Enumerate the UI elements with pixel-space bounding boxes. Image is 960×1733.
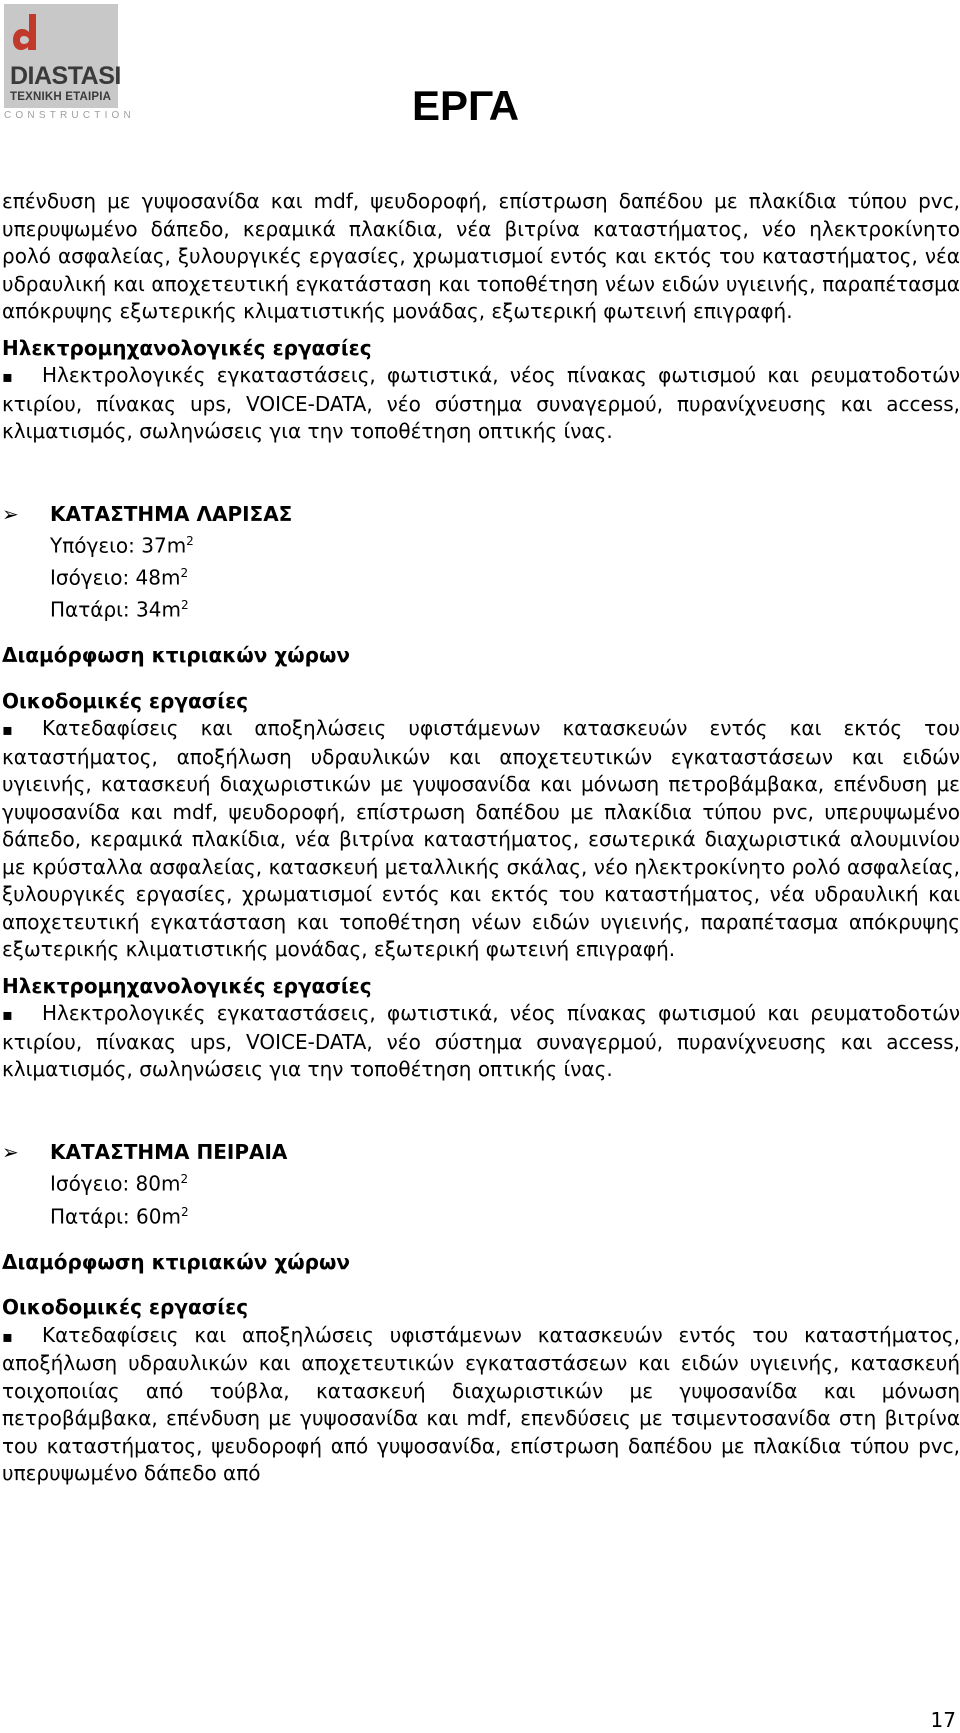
logo-subtitle: ΤΕΧΝΙΚΗ ΕΤΑΙΡΙΑ <box>10 91 112 103</box>
store-section-peiraia <box>2 1139 960 1488</box>
store-title <box>2 1139 960 1167</box>
store-section-larisa <box>2 501 960 1084</box>
section-heading: Διαμόρφωση κτιριακών χώρων <box>2 1249 350 1274</box>
electro-heading: Ηλεκτρομηχανολογικές εργασίες <box>2 973 372 998</box>
store-title <box>2 501 960 529</box>
bullet-icon <box>2 1323 42 1347</box>
bullet-icon <box>2 363 42 387</box>
section-heading: Διαμόρφωση κτιριακών χώρων <box>2 643 350 668</box>
building-heading: Οικοδομικές εργασίες <box>2 1295 249 1320</box>
electro-paragraph <box>2 362 960 446</box>
building-paragraph <box>2 1322 960 1488</box>
logo-tagline: CONSTRUCTION <box>4 110 135 121</box>
building-text: Κατεδαφίσεις και αποξηλώσεις υφιστάμενων κατασκευών εντός του καταστήματος, αποξήλωση υδραυλικών και αποχετευτικών εγκαταστάσεων και ειδών υγιεινής, κατασκευή τοιχοποιίας από τούβλα, κατασκευή διαχωριστικών με γυψοσανίδα και μόνωση πετροβάμβακα, επένδυση με γυψοσανίδα και mdf, επενδύσεις με τσιμεντοσανίδα στη βιτρίνα του καταστήματος, ψευδοροφή από γυψοσανίδα, επίστρωση δαπέδου με πλακίδια τύπου pvc, υπερυψωμένο δάπεδο από <box>2 1322 960 1486</box>
logo-name: DIASTASI <box>10 62 121 90</box>
building-heading: Οικοδομικές εργασίες <box>2 688 249 713</box>
document-body <box>2 188 960 1488</box>
company-logo <box>4 4 135 122</box>
intro-paragraph: επένδυση με γυψοσανίδα και mdf, ψευδοροφή, επίστρωση δαπέδου με πλακίδια τύπου pvc, υπερυψωμένο δάπεδο, κεραμικά πλακίδια, νέα βιτρίνα καταστήματος, νέο ηλεκτροκίνητο ρολό ασφαλείας, ξυλουργικές εργασίες, χρωματισμοί εντός και εκτός του καταστήματος, νέα υδραυλική και αποχετευτική εγκατάσταση και τοποθέτηση νέων ειδών υγιεινής, παραπέτασμα απόκρυψης εξωτερικής κλιματιστικής μονάδας, εξωτερική φωτεινή επιγραφή. <box>2 189 960 323</box>
electro-paragraph <box>2 1000 960 1084</box>
electro-heading: Ηλεκτρομηχανολογικές εργασίες <box>2 335 372 360</box>
building-paragraph <box>2 715 960 964</box>
page-title: ΕΡΓΑ <box>412 82 520 129</box>
area-line: Ισόγειο: $48m^2$ <box>50 565 189 590</box>
area-line: Πατάρι: $34m^2$ <box>50 597 189 622</box>
area-line: Υπόγειο: $37m^2$ <box>50 533 194 558</box>
bullet-icon <box>2 716 42 740</box>
logo-d-mark-icon <box>12 14 38 52</box>
logo-background <box>4 4 121 108</box>
bullet-icon <box>2 1001 42 1025</box>
area-line: Πατάρι: $60m^2$ <box>50 1204 189 1229</box>
store-title-text: ΚΑΤΑΣΤΗΜΑ ΛΑΡΙΣΑΣ <box>50 501 293 526</box>
electro-text: Ηλεκτρολογικές εγκαταστάσεις, φωτιστικά, νέος πίνακας φωτισμού και ρευματοδοτών κτιρίου, πίνακας ups, VOICE-DATA, νέο σύστημα συναγερμού, πυρανίχνευσης και access, κλιματισμός, σωληνώσεις για την τοποθέτηση οπτικής ίνας. <box>2 363 960 443</box>
page-number: 17 <box>930 1708 956 1732</box>
electro-text: Ηλεκτρολογικές εγκαταστάσεις, φωτιστικά, νέος πίνακας φωτισμού και ρευματοδοτών κτιρίου, πίνακας ups, VOICE-DATA, νέο σύστημα συναγερμού, πυρανίχνευσης και access, κλιματισμός, σωληνώσεις για την τοποθέτηση οπτικής ίνας. <box>2 1001 960 1082</box>
arrow-bullet-icon: ➢ <box>2 501 19 526</box>
store-title-text: ΚΑΤΑΣΤΗΜΑ ΠΕΙΡΑΙΑ <box>50 1139 288 1164</box>
area-line: Ισόγειο: $80m^2$ <box>50 1172 189 1197</box>
building-text: Κατεδαφίσεις και αποξηλώσεις υφιστάμενων κατασκευών εντός και εκτός του καταστήματος, αποξήλωση υδραυλικών και αποχετευτικών εγκαταστάσεων και ειδών υγιεινής, κατασκευή διαχωριστικών με γυψοσανίδα και μόνωση πετροβάμβακα, επένδυση με γυψοσανίδα και mdf, ψευδοροφή, επίστρωση δαπέδου με πλακίδια τύπου pvc, υπερυψωμένο δάπεδο, κεραμικά πλακίδια, νέα βιτρίνα καταστήματος, εσωτερικά διαχωριστικά αλουμινίου με κρύσταλλα ασφαλείας, κατασκευή μεταλλικής σκάλας, νέο ηλεκτροκίνητο ρολό ασφαλείας, ξυλουργικές εργασίες, χρωματισμοί εντός και εκτός του καταστήματος, νέα υδραυλική και αποχετευτική εγκατάσταση και τοποθέτηση νέων ειδών υγιεινής, παραπέτασμα απόκρυψης εξωτερικής κλιματιστικής μονάδας, εξωτερική φωτεινή επιγραφή. <box>2 716 960 962</box>
arrow-bullet-icon: ➢ <box>2 1139 19 1164</box>
